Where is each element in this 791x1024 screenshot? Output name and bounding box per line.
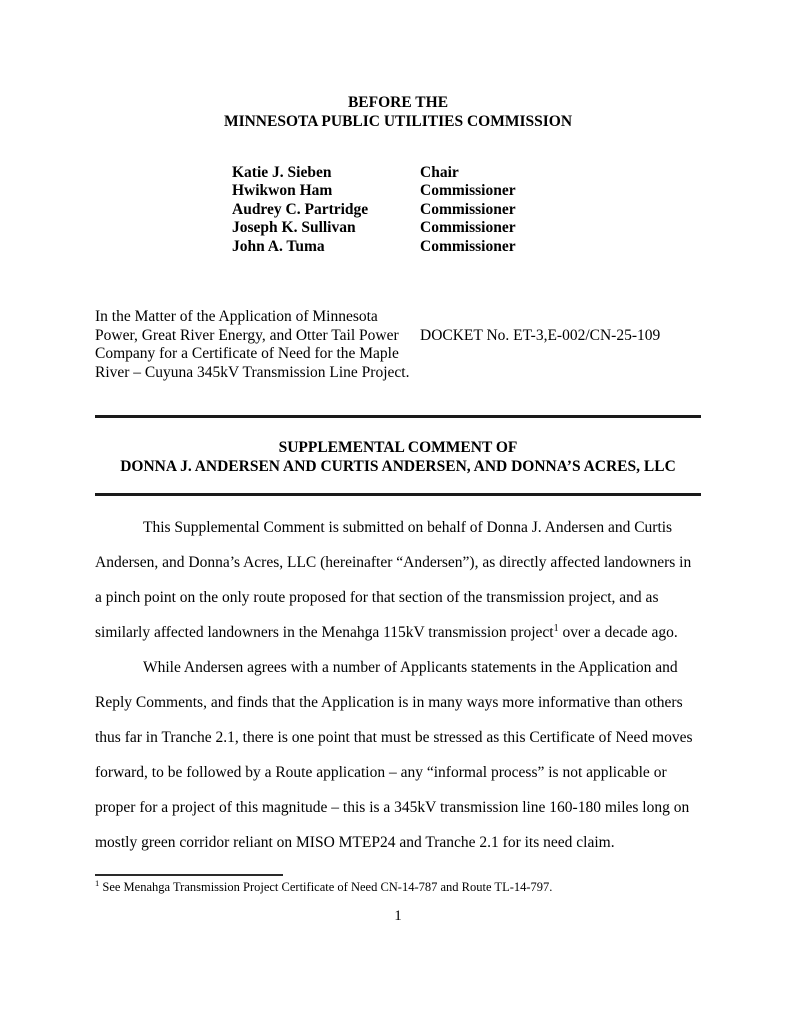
commissioner-row: [232, 201, 701, 219]
commissioner-list: [232, 164, 701, 256]
commissioner-row: [232, 164, 701, 182]
court-header: [95, 94, 701, 131]
commissioner-name: Joseph K. Sullivan: [232, 219, 356, 237]
body-paragraph-2: While Andersen agrees with a number of Applicants statements in the Application and Reply Comments, and finds that the Application is in many ways more informative than others thus far in Tranche 2.1, there is one point that must be stressed as this Certificate of Need moves forward, to be followed by a Route application – any “informal process” is not applicable or proper for a project of this magnitude – this is a 345kV transmission line 160-180 miles long on mostly green corridor reliant on MISO MTEP24 and Tranche 2.1 for its need claim.: [95, 658, 693, 851]
commissioner-name: John A. Tuma: [232, 237, 325, 255]
body-text: [95, 510, 701, 860]
document-content: [95, 94, 701, 925]
document-title-line1: SUPPLEMENTAL COMMENT OF: [278, 439, 518, 457]
footnote-reference: 1: [553, 622, 559, 634]
case-caption: [95, 308, 701, 382]
footnote-text: See Menahga Transmission Project Certificate of Need CN-14-787 and Route TL-14-797.: [99, 879, 553, 894]
horizontal-rule-bottom: [95, 493, 701, 496]
commissioner-title: Commissioner: [420, 200, 516, 218]
docket-number: DOCKET No. ET-3,E-002/CN-25-109: [420, 326, 661, 344]
commissioner-title: Commissioner: [420, 182, 516, 200]
commissioner-name: Katie J. Sieben: [232, 164, 332, 181]
page-number: 1: [394, 907, 402, 924]
case-caption-matter: In the Matter of the Application of Minnesota Power, Great River Energy, and Otter Tail Power Company for a Certificate of Need for the Maple River – Cuyuna 345kV Transmission Line Project.: [95, 308, 410, 381]
court-header-line1: BEFORE THE: [347, 94, 449, 111]
commissioner-title: Chair: [420, 164, 459, 181]
body-paragraph-1: [95, 510, 701, 650]
horizontal-rule-top: [95, 415, 701, 418]
paragraph-1-text: This Supplemental Comment is submitted on behalf of Donna J. Andersen and Curtis Andersen, and Donna’s Acres, LLC (hereinafter “Andersen”), as directly affected landowners in a pinch point on the only route proposed for that section of the transmission project, and as similarly affected landowners in the Menahga 115kV transmission project: [95, 518, 692, 641]
paragraph-1-tail: over a decade ago.: [558, 623, 678, 641]
commissioner-name: Audrey C. Partridge: [232, 200, 369, 218]
commissioner-row: [232, 182, 701, 200]
footnote-number: 1: [95, 877, 100, 888]
commissioner-name: Hwikwon Ham: [232, 182, 333, 200]
court-header-line2: MINNESOTA PUBLIC UTILITIES COMMISSION: [223, 112, 573, 130]
commissioner-title: Commissioner: [420, 219, 516, 237]
commissioner-title: Commissioner: [420, 237, 516, 255]
document-title: [95, 439, 701, 476]
footnote: [95, 879, 701, 896]
footnote-separator: [95, 874, 283, 876]
commissioner-row: [232, 219, 701, 237]
document-title-line2: DONNA J. ANDERSEN AND CURTIS ANDERSEN, AND DONNA’S ACRES, LLC: [120, 458, 676, 475]
commissioner-row: [232, 238, 701, 256]
